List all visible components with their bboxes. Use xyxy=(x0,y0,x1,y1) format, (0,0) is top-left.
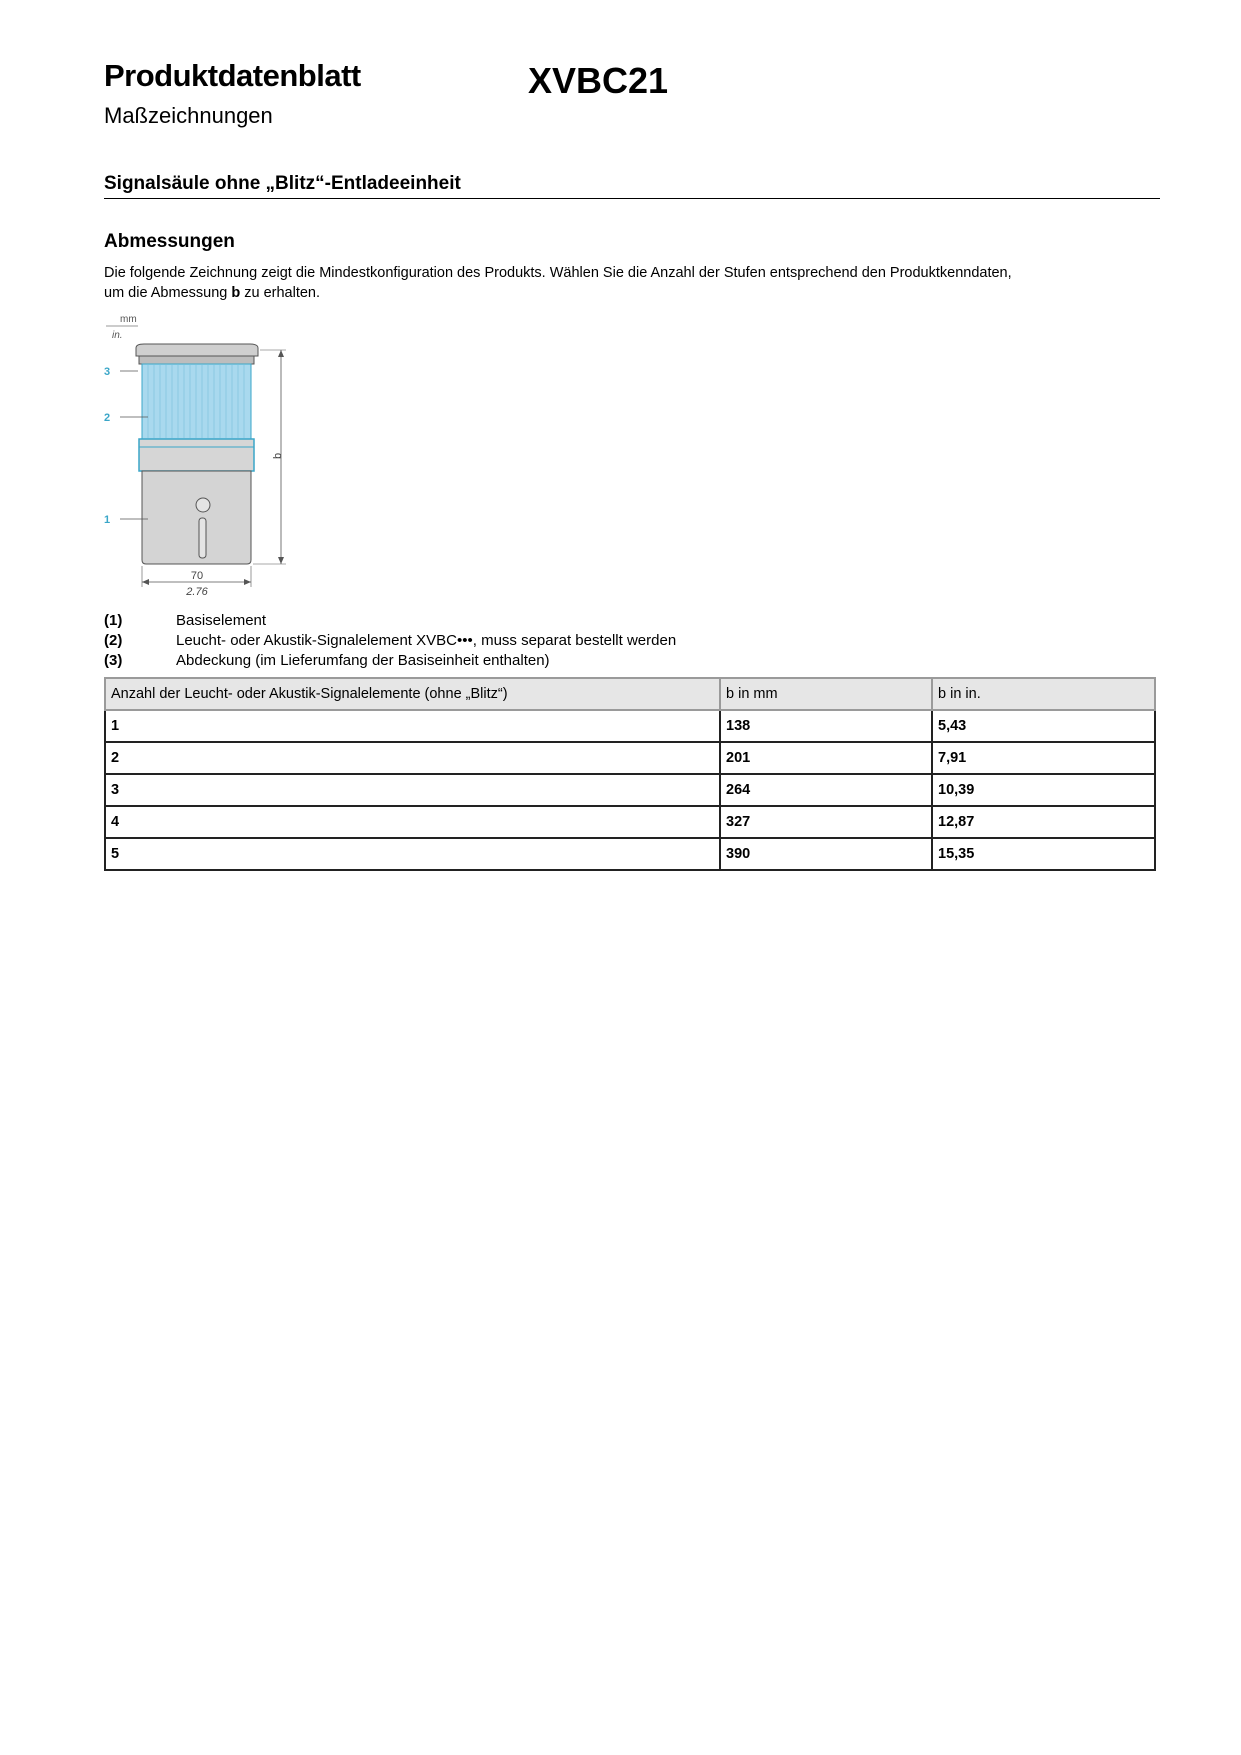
width-arrow-left xyxy=(142,579,149,585)
column-header-mm: b in mm xyxy=(720,678,932,710)
document-subtitle: Maßzeichnungen xyxy=(104,103,273,128)
column-header-count: Anzahl der Leucht- oder Akustik-Signalelemente (ohne „Blitz“) xyxy=(105,678,720,710)
legend-item: (3) Abdeckung (im Lieferumfang der Basiseinheit enthalten) xyxy=(104,652,550,669)
unit-in-label: in. xyxy=(112,330,123,341)
product-code: XVBC21 xyxy=(528,60,669,101)
width-in-label: 2.76 xyxy=(186,586,208,598)
height-arrow-top xyxy=(278,350,284,357)
callout-3: 3 xyxy=(104,366,111,378)
base-indicator-hole xyxy=(196,498,210,512)
cover-cap xyxy=(136,344,258,356)
height-arrow-bottom xyxy=(278,557,284,564)
width-mm-label: 70 xyxy=(190,570,204,582)
document-title: Produktdatenblatt xyxy=(104,58,361,93)
table-row: 5 390 15,35 xyxy=(105,838,1155,870)
signal-element-collar xyxy=(139,439,254,471)
dimension-drawing xyxy=(98,312,298,602)
column-header-in: b in in. xyxy=(932,678,1155,710)
legend-item: (2) Leucht- oder Akustik-Signalelement XVBC•••, muss separat bestellt werden xyxy=(104,632,677,649)
dimensions-table xyxy=(104,677,1156,871)
callout-2: 2 xyxy=(104,412,111,424)
section-heading: Signalsäule ohne „Blitz“-Entladeeinheit xyxy=(104,173,461,194)
signal-element xyxy=(142,364,251,439)
section-divider xyxy=(104,198,1160,199)
intro-line-2: um die Abmessung b zu erhalten. xyxy=(104,285,321,301)
dimension-b-mention: b xyxy=(231,285,241,301)
sub-heading: Abmessungen xyxy=(104,231,235,252)
width-arrow-right xyxy=(244,579,251,585)
table-row: 3 264 10,39 xyxy=(105,774,1155,806)
intro-text xyxy=(104,263,1164,303)
table-row: 1 138 5,43 xyxy=(105,710,1155,742)
cover-ring xyxy=(139,356,254,364)
base-slot xyxy=(199,518,206,558)
table-row: 4 327 12,87 xyxy=(105,806,1155,838)
table-header-row xyxy=(105,678,1155,710)
unit-mm-label: mm xyxy=(120,314,137,325)
legend-item: (1) Basiselement xyxy=(104,612,267,629)
base-element xyxy=(142,471,251,564)
intro-line-1: Die folgende Zeichnung zeigt die Mindestkonfiguration des Produkts. Wählen Sie die Anzahl der Stufen entsprechend den Produktkenndaten, xyxy=(104,265,1012,281)
table-row: 2 201 7,91 xyxy=(105,742,1155,774)
legend-list xyxy=(104,611,676,671)
height-dimension-label: b xyxy=(272,452,284,459)
callout-1: 1 xyxy=(104,514,111,526)
